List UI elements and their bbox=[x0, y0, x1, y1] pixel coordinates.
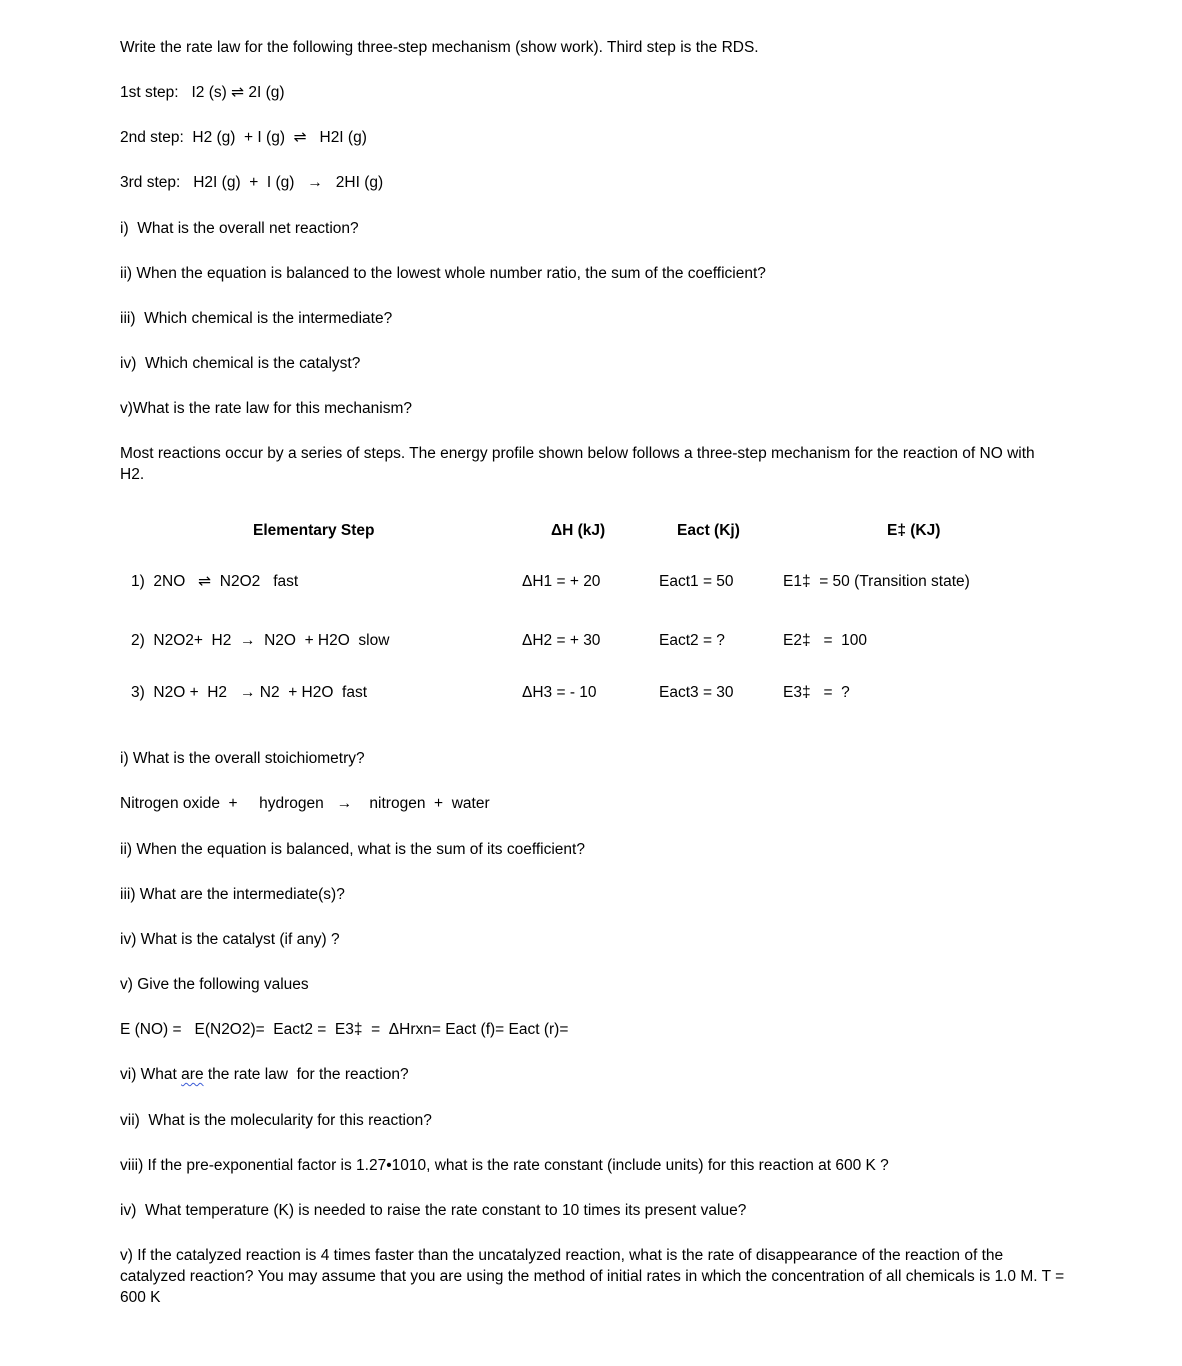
row3-step: 3) N2O + H2 → N2 + H2O fast bbox=[131, 684, 368, 701]
header-e-double-dagger: E‡ (KJ) bbox=[887, 522, 941, 539]
row2-delta-h: ΔH2 = + 30 bbox=[522, 632, 601, 649]
row3-eact: Eact3 = 30 bbox=[659, 684, 734, 701]
step-1: 1st step: I2 (s) ⇌ 2I (g) bbox=[120, 84, 285, 101]
part2-question-9: iv) What temperature (K) is needed to raise the rate constant to 10 times its present value? bbox=[120, 1202, 747, 1219]
header-delta-h: ΔH (kJ) bbox=[551, 522, 606, 539]
row2-step: 2) N2O2+ H2 → N2O + H2O slow bbox=[131, 632, 390, 649]
part1-question-2: ii) When the equation is balanced to the lowest whole number ratio, the sum of the coefficient? bbox=[120, 265, 766, 282]
part2-question-7: vii) What is the molecularity for this reaction? bbox=[120, 1112, 432, 1129]
q6-prefix: vi) What bbox=[120, 1066, 182, 1083]
q6-suffix: the rate law for the reaction? bbox=[203, 1066, 409, 1083]
row1-delta-h: ΔH1 = + 20 bbox=[522, 573, 601, 590]
header-elementary-step: Elementary Step bbox=[253, 522, 375, 539]
spellcheck-word[interactable]: are bbox=[181, 1066, 204, 1083]
part2-question-5: v) Give the following values bbox=[120, 976, 309, 993]
part1-intro: Write the rate law for the following three-step mechanism (show work). Third step is the RDS. bbox=[120, 39, 759, 56]
step-2: 2nd step: H2 (g) + I (g) ⇌ H2I (g) bbox=[120, 129, 367, 146]
part2-question-2: ii) When the equation is balanced, what is the sum of its coefficient? bbox=[120, 841, 585, 858]
row2-eact: Eact2 = ? bbox=[659, 632, 725, 649]
part1-question-1: i) What is the overall net reaction? bbox=[120, 220, 359, 237]
row3-e-double-dagger: E3‡ = ? bbox=[783, 684, 850, 701]
row1-e-double-dagger: E1‡ = 50 (Transition state) bbox=[783, 573, 970, 590]
part2-question-3: iii) What are the intermediate(s)? bbox=[120, 886, 345, 903]
part1-question-4: iv) Which chemical is the catalyst? bbox=[120, 355, 361, 372]
row3-delta-h: ΔH3 = - 10 bbox=[522, 684, 597, 701]
part1-question-3: iii) Which chemical is the intermediate? bbox=[120, 310, 393, 327]
row1-eact: Eact1 = 50 bbox=[659, 573, 734, 590]
part2-intro: Most reactions occur by a series of steps. The energy profile shown below follows a three-step mechanism for the reaction of NO with H2. bbox=[120, 445, 1035, 483]
part2-question-8: viii) If the pre-exponential factor is 1.27•1010, what is the rate constant (include units) for this reaction at 600 K ? bbox=[120, 1157, 889, 1174]
part2-question-6 bbox=[120, 1064, 409, 1085]
header-eact: Eact (Kj) bbox=[677, 522, 740, 539]
part2-question-10: v) If the catalyzed reaction is 4 times faster than the uncatalyzed reaction, what is the rate of disappearance of the reaction of the catalyzed reaction? You may assume that you are using the method of initial rates in which the concentration of all chemicals is 1.0 M. T = 600 K bbox=[120, 1247, 1065, 1306]
word-equation: Nitrogen oxide + hydrogen → nitrogen + water bbox=[120, 795, 490, 812]
part2-question-4: iv) What is the catalyst (if any) ? bbox=[120, 931, 340, 948]
row2-e-double-dagger: E2‡ = 100 bbox=[783, 632, 868, 649]
step-3: 3rd step: H2I (g) + I (g) → 2HI (g) bbox=[120, 174, 384, 191]
values-line: E (NO) = E(N2O2)= Eact2 = E3‡ = ΔHrxn= Eact (f)= Eact (r)= bbox=[120, 1021, 569, 1038]
row1-step: 1) 2NO ⇌ N2O2 fast bbox=[131, 573, 299, 590]
part2-question-1: i) What is the overall stoichiometry? bbox=[120, 750, 365, 767]
part1-question-5: v)What is the rate law for this mechanism? bbox=[120, 400, 413, 417]
